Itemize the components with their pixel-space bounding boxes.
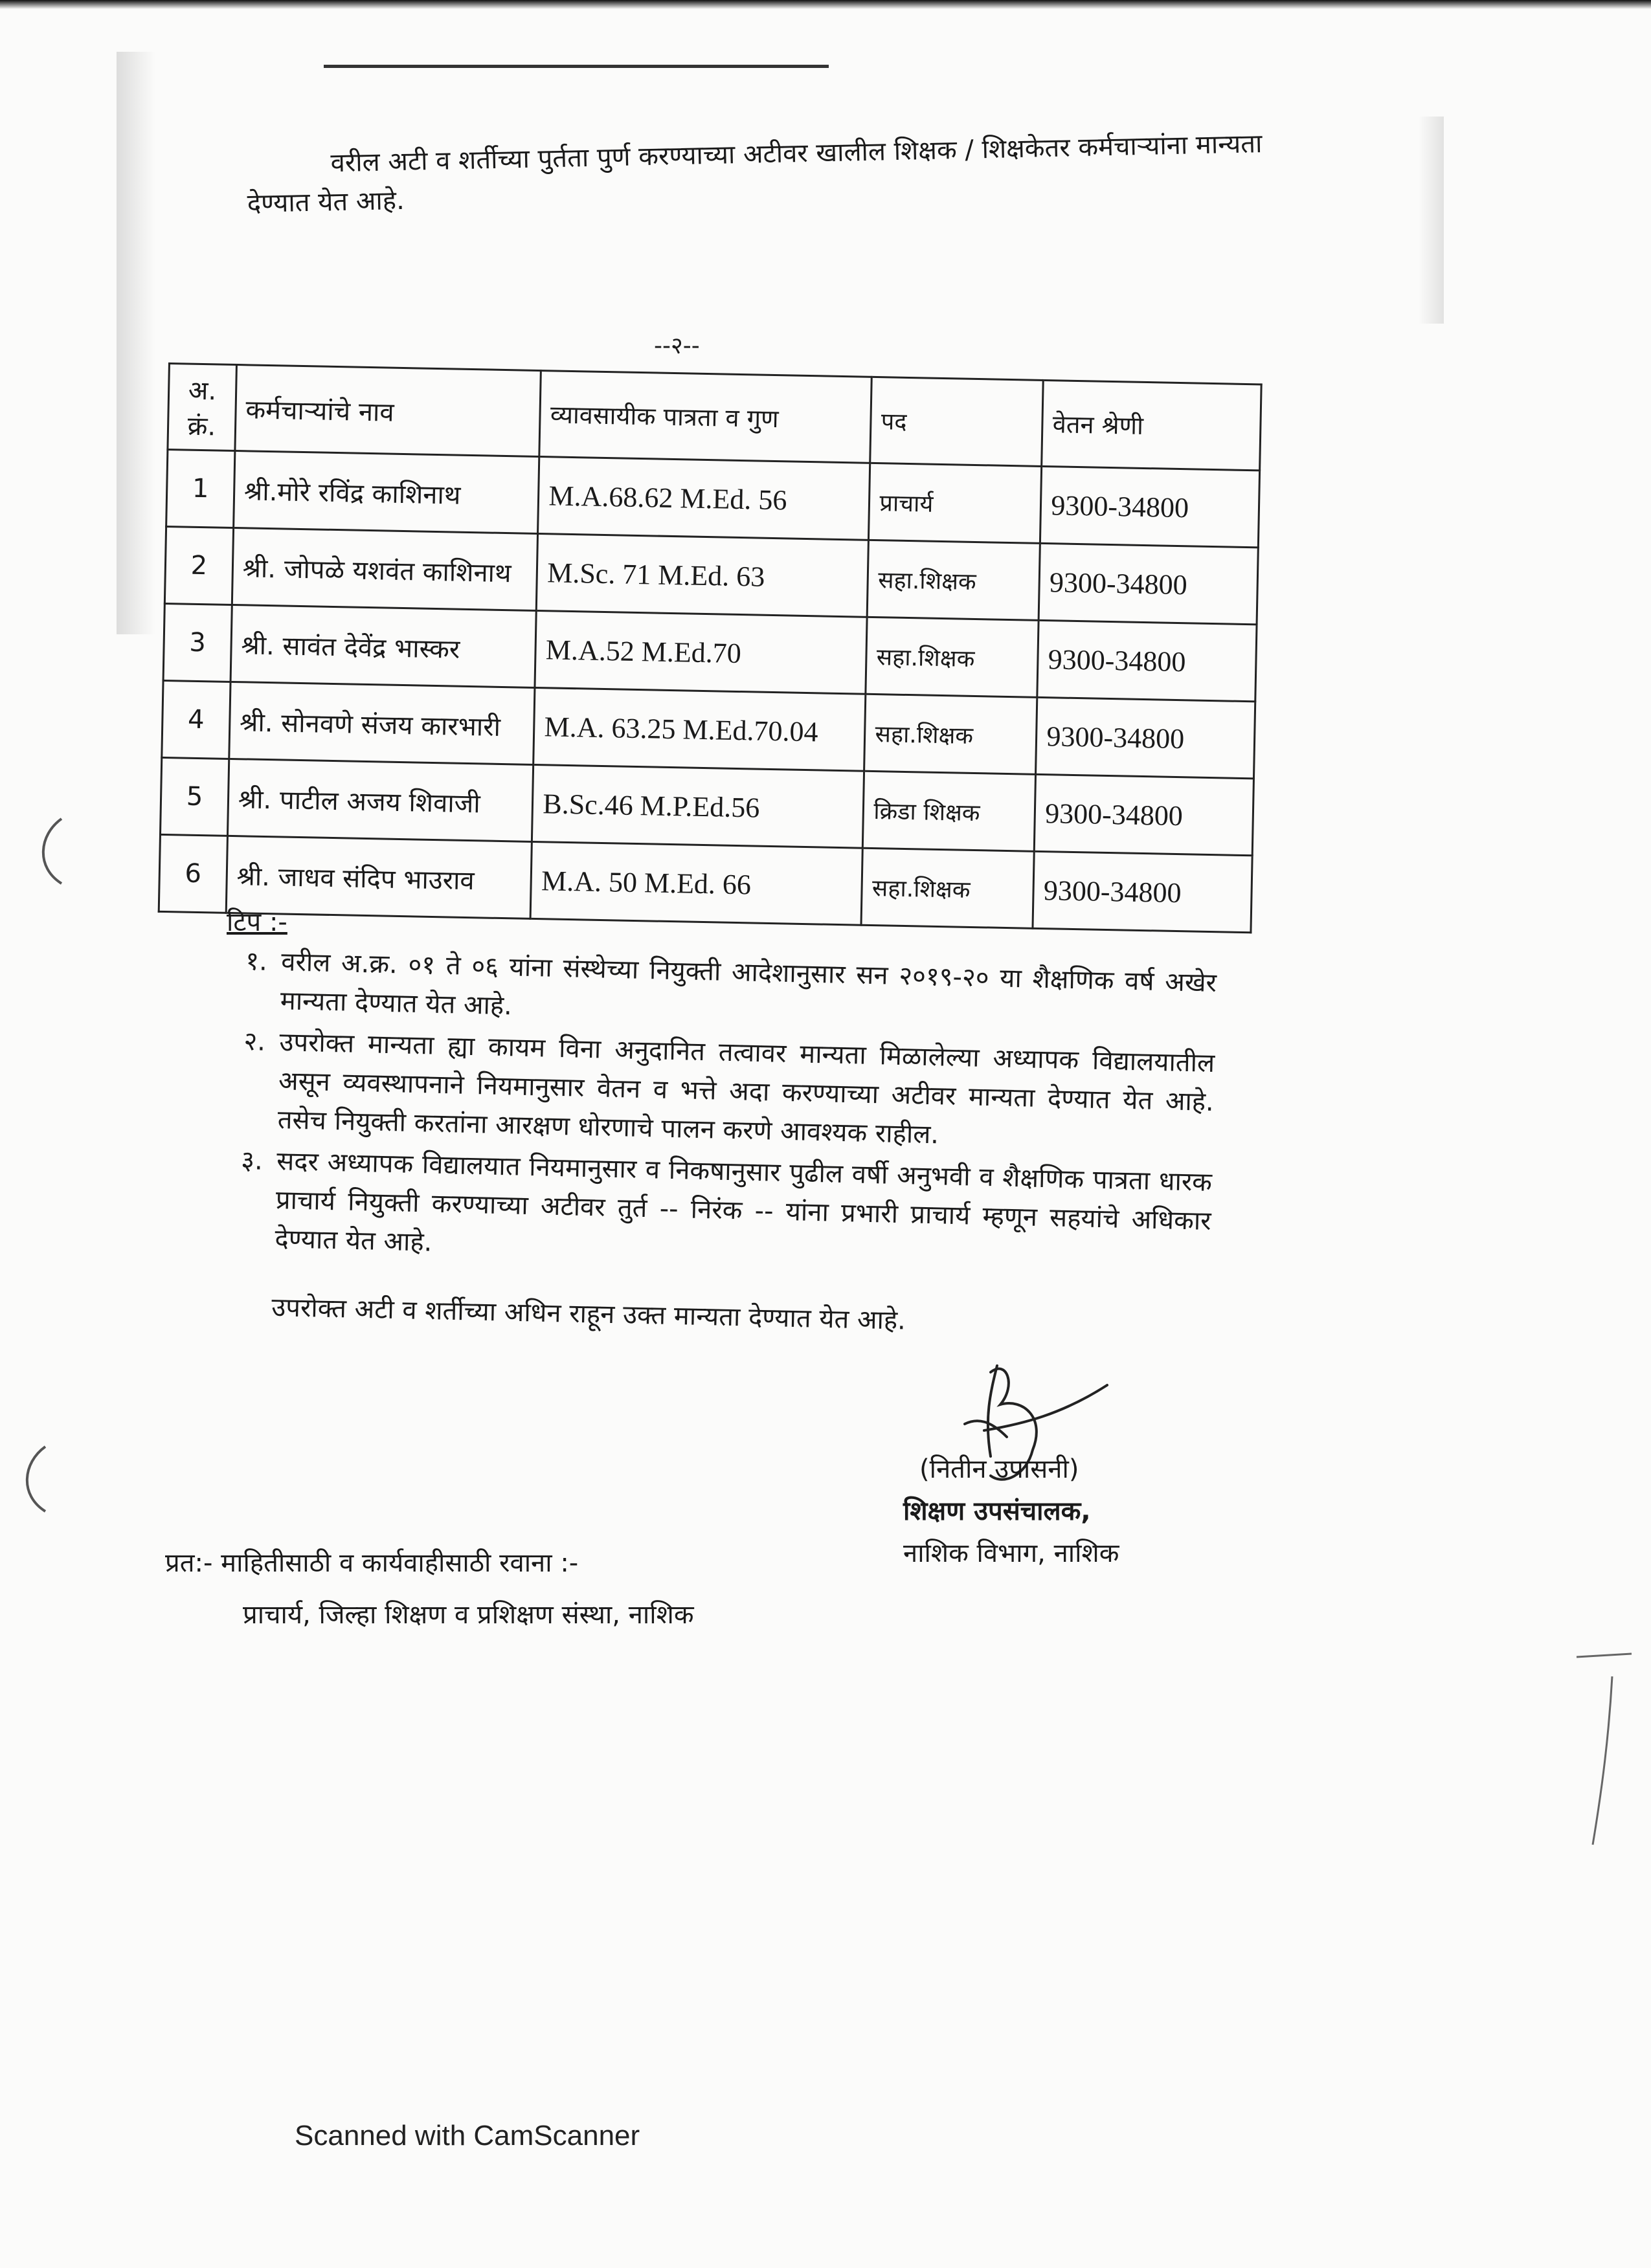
note-text: सदर अध्यापक विद्यालयात नियमानुसार व निकषानुसार पुढील वर्षी अनुभवी व शैक्षणिक पात्रता धारक प्राचार्य नियुक्ती करण्याच्या अटीवर तुर्त -- निरंक -- यांना प्रभारी प्राचार्य म्हणून सहयांचे अधिकार देण्यात येत आहे. [275,1146,1213,1258]
cell-sr: 4 [162,680,230,759]
note-number: २. [243,1026,266,1057]
note-item [241,1022,1215,1161]
note-number: १. [245,946,268,977]
page-number: --२-- [654,333,700,359]
intro-paragraph: वरील अटी व शर्तीच्या पुर्तता पुर्ण करण्याच्या अटीवर खालील शिक्षक / शिक्षकेतर कर्मचाऱ्यांना मान्यता देण्यात येत आहे. [247,129,1263,219]
cell-sr: 1 [166,450,235,528]
scan-shadow-right [1418,117,1444,324]
staff-approval-table [158,362,1263,933]
header-qualification: व्यावसायीक पात्रता व गुण [539,371,872,463]
cell-sr: 6 [159,834,227,913]
cell-qualification: M.Sc. 71 M.Ed. 63 [537,534,869,617]
cell-sr: 5 [160,757,229,836]
signatory-office: नाशिक विभाग, नाशिक [903,1539,1119,1568]
scan-shadow-left [117,52,155,634]
note-text: वरील अ.क्र. ०१ ते ०६ यांना संस्थेच्या नियुक्ती आदेशानुसार सन २०१९-२० या शैक्षणिक वर्ष अखेर मान्यता देण्यात येत आहे. [280,947,1217,1021]
cell-post: सहा.शिक्षक [868,540,1040,620]
cell-post: सहा.शिक्षक [861,848,1034,928]
cell-name: श्री.मोरे रविंद्र काशिनाथ [233,450,539,533]
cell-pay-scale: 9300-34800 [1036,697,1255,778]
cell-name: श्री. जाधव संदिप भाउराव [226,836,532,918]
notes-list [239,942,1217,1282]
cell-qualification: M.A.52 M.Ed.70 [535,610,867,694]
note-number: ३. [240,1145,264,1176]
top-rule [324,65,829,68]
cell-qualification: M.A. 63.25 M.Ed.70.04 [533,687,866,771]
cell-qualification: B.Sc.46 M.P.Ed.56 [532,764,864,848]
header-pay-scale: वेतन श्रेणी [1042,380,1261,470]
closing-statement: उपरोक्त अटी व शर्तीच्या अधिन राहून उक्त मान्यता देण्यात येत आहे. [271,1292,906,1336]
cell-name: श्री. पाटील अजय शिवाजी [227,759,533,841]
scan-artifact-mark [1573,1644,1638,1851]
note-text: उपरोक्त मान्यता ह्या कायम विना अनुदानित तत्वावर मान्यता मिळालेल्या अध्यापक विद्यालयातील असून व्यवस्थापनाने नियमानुसार वेतन व भत्ते अदा करण्याच्या अटीवर मान्यता देण्यात येत आहे. तसेच नियुक्ती करतांना आरक्षण धोरणाचे पालन करणे आवश्यक राहील. [277,1027,1215,1150]
note-item [239,1141,1213,1280]
cell-pay-scale: 9300-34800 [1037,620,1257,701]
cell-qualification: M.A. 50 M.Ed. 66 [530,841,862,925]
cell-name: श्री. सावंत देवेंद्र भास्कर [230,605,537,687]
scanner-footer: Scanned with CamScanner [295,2120,640,2151]
copy-to-recipient: प्राचार्य, जिल्हा शिक्षण व प्रशिक्षण संस्था, नाशिक [243,1600,694,1630]
cell-pay-scale: 9300-34800 [1035,774,1254,855]
cell-post: प्राचार्य [869,463,1042,543]
cell-name: श्री. जोपळे यशवंत काशिनाथ [232,528,538,610]
signatory-designation: शिक्षण उपसंचालक, [903,1496,1091,1526]
signatory-name: (नितीन उपासनी) [919,1454,1079,1484]
header-sr-no: अ. क्रं. [168,364,236,451]
cell-post: क्रिडा शिक्षक [863,771,1036,851]
cell-qualification: M.A.68.62 M.Ed. 56 [538,457,870,540]
cell-pay-scale: 9300-34800 [1033,851,1252,932]
cell-name: श्री. सोनवणे संजय कारभारी [229,682,535,764]
header-name: कर्मचाऱ्यांचे नाव [235,365,541,457]
cell-post: सहा.शिक्षक [866,617,1039,697]
note-heading: टिप :- [227,907,287,937]
scan-artifact-mark [26,816,65,887]
cell-pay-scale: 9300-34800 [1040,466,1260,547]
scan-artifact-mark [10,1443,49,1515]
cell-post: सहा.शिक्षक [864,694,1037,774]
cell-pay-scale: 9300-34800 [1039,543,1258,624]
header-post: पद [870,377,1043,466]
scan-edge [0,0,1651,9]
cell-sr: 3 [163,603,232,682]
copy-to-label: प्रत:- माहितीसाठी व कार्यवाहीसाठी रवाना :- [165,1548,579,1578]
cell-sr: 2 [164,526,233,605]
